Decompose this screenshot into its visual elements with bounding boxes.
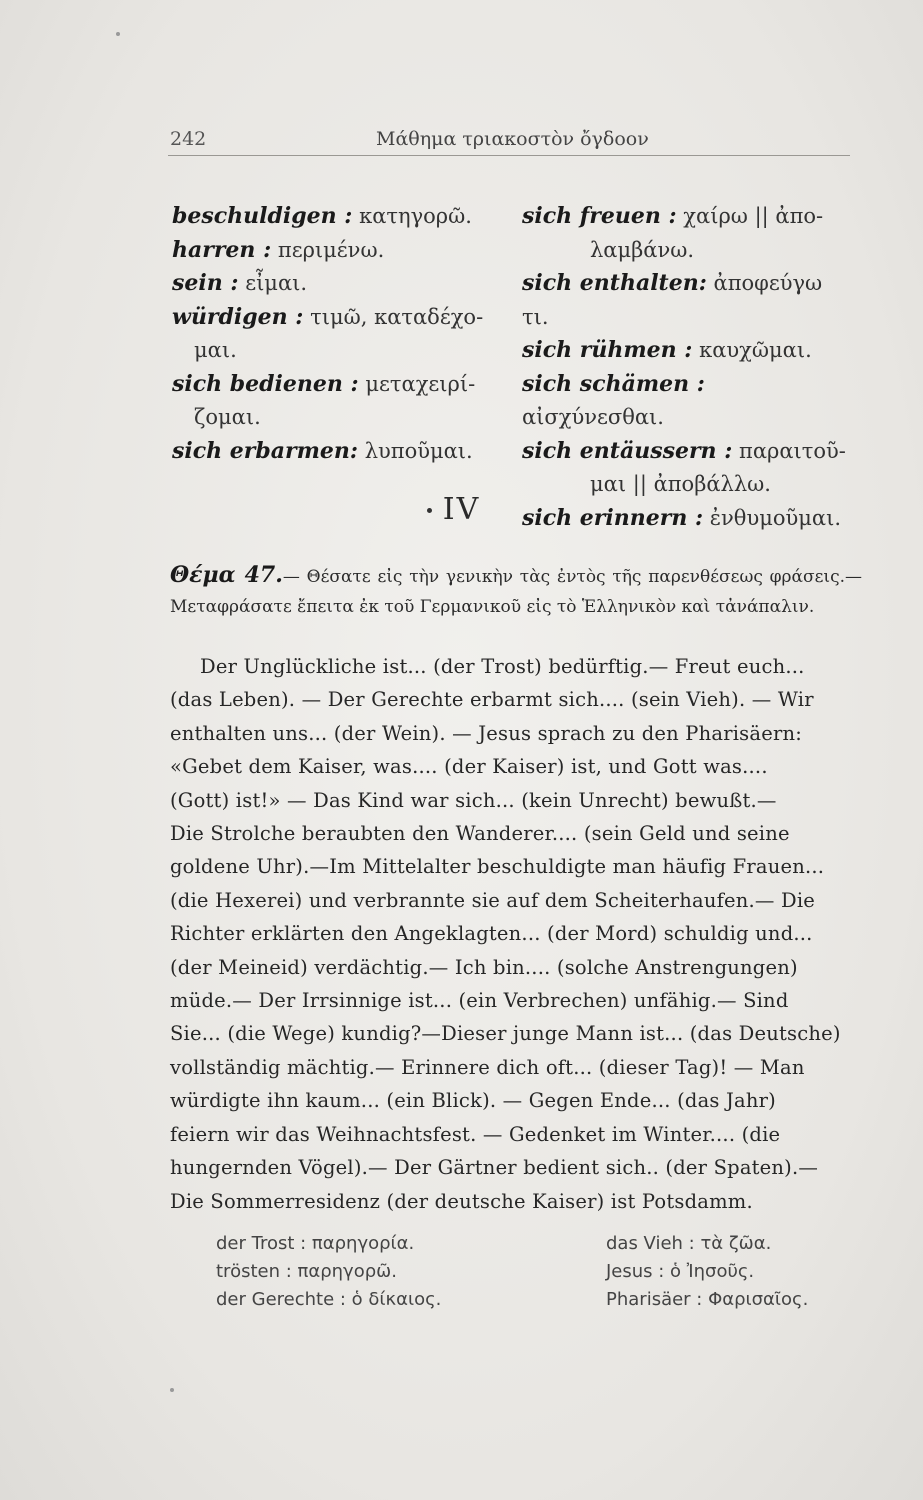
vocab-greek: λαμβάνω. — [590, 237, 695, 262]
vocab-greek: ζομαι. — [194, 405, 261, 429]
text-line: Sie... (die Wege) kundig?—Dieser junge Mann ist... (das Deutsche) — [170, 1022, 841, 1046]
running-title: Μάθημα τριακοστὸν ὄγδοον — [376, 128, 649, 150]
vocab-greek: κατηγορῶ. — [352, 204, 472, 228]
text-line: (Gott) ist!» — Das Kind war sich... (kein Unrecht) bewußt.— — [170, 788, 777, 812]
vocab-german: sich enthalten: — [522, 270, 707, 296]
text-line: Richter erklärten den Angeklagten... (der Mord) schuldig und... — [170, 922, 813, 946]
vocab-greek: ἐνθυμοῦμαι. — [703, 505, 842, 530]
vocab-greek: μαι. — [194, 338, 237, 362]
vocab-german: beschuldigen : — [172, 203, 353, 229]
glossary — [216, 1230, 856, 1314]
text-line: Die Sommerresidenz (der deutsche Kaiser) ist Potsdamm. — [170, 1189, 753, 1213]
paper-speck — [116, 32, 120, 36]
vocab-entry — [172, 234, 517, 268]
vocab-german: würdigen : — [172, 303, 304, 330]
vocab-german: sein : — [172, 270, 239, 296]
vocab-entry — [172, 200, 517, 234]
vocab-entry — [172, 401, 517, 435]
text-line: würdigte ihn kaum... (ein Blick). — Gegen Ende... (das Jahr) — [170, 1089, 776, 1113]
vocab-entry — [172, 368, 517, 402]
glossary-entry: der Trost : παρηγορία. — [216, 1233, 415, 1254]
header-rule — [168, 155, 850, 156]
vocab-entry — [522, 334, 852, 368]
vocab-german: sich erinnern : — [522, 504, 704, 531]
text-line: «Gebet dem Kaiser, was.... (der Kaiser) ist, und Gott was.... — [170, 755, 768, 779]
vocab-greek: παραιτοῦ- — [732, 438, 846, 463]
vocab-entry — [522, 267, 852, 334]
vocab-entry — [522, 368, 852, 435]
glossary-entry: der Gerechte : ὁ δίκαιος. — [216, 1289, 442, 1310]
text-line: (der Meineid) verdächtig.— Ich bin.... (solche Anstrengungen) — [170, 955, 798, 979]
section-numeral: IV — [442, 492, 481, 527]
exercise-instruction — [170, 560, 862, 622]
vocab-entry — [522, 435, 852, 469]
glossary-entry: Jesus : ὁ Ἰησοῦς. — [606, 1261, 755, 1282]
vocab-german: sich entäussern : — [522, 437, 733, 464]
vocab-greek: περιμένω. — [271, 237, 385, 262]
vocab-entry — [172, 301, 517, 335]
glossary-entry: Pharisäer : Φαρισαῖος. — [606, 1289, 809, 1310]
text-line: (die Hexerei) und verbrannte sie auf dem Scheiterhaufen.— Die — [170, 888, 816, 912]
text-line: müde.— Der Irrsinnige ist... (ein Verbrechen) unfähig.— Sind — [170, 989, 789, 1013]
paper-speck — [170, 1388, 174, 1392]
vocabulary-column-left — [172, 200, 517, 535]
text-line: enthalten uns... (der Wein). — Jesus sprach zu den Pharisäern: — [170, 721, 802, 745]
text-line: vollständig mächtig.— Erinnere dich oft... (dieser Tag)! — Man — [170, 1055, 805, 1079]
vocab-german: sich erbarmen: — [172, 437, 359, 464]
vocab-german: sich bedienen : — [172, 370, 359, 397]
vocab-greek: λυποῦμαι. — [358, 438, 473, 463]
glossary-column-right — [606, 1230, 856, 1314]
vocabulary-column-right — [522, 200, 852, 535]
vocab-greek: καυχῶμαι. — [692, 338, 812, 362]
vocab-entry — [172, 267, 517, 301]
vocab-greek: τιμῶ, καταδέχο- — [303, 304, 484, 329]
vocab-greek: εἶμαι. — [238, 271, 308, 295]
vocabulary-list — [172, 200, 852, 535]
vocab-greek: χαίρω || ἀπο- — [676, 204, 824, 228]
vocab-german: sich freuen : — [522, 203, 677, 229]
vocab-greek: ἀποφεύγω τι. — [522, 271, 823, 329]
text-line: feiern wir das Weihnachtsfest. — Gedenket im Winter.... (die — [170, 1122, 781, 1146]
vocab-greek: μεταχειρί- — [358, 371, 476, 396]
exercise-instruction-text: — Θέσατε εἰς τὴν γενικὴν τὰς ἐντὸς τῆς παρενθέσεως φράσεις.— Μεταφράσατε ἔπειτα ἐκ τοῦ Γερμανικοῦ εἰς τὸ Ἑλληνικὸν καὶ τἀνάπαλιν. — [170, 567, 862, 617]
exercise-label: Θέμα 47. — [170, 562, 283, 588]
glossary-column-left — [216, 1230, 536, 1314]
glossary-entry: trösten : παρηγορῶ. — [216, 1261, 397, 1282]
text-line: hungernden Vögel).— Der Gärtner bedient sich.. (der Spaten).— — [170, 1156, 819, 1180]
text-line: Die Strolche beraubten den Wanderer.... (sein Geld und seine — [170, 822, 790, 846]
vocab-entry — [522, 200, 852, 234]
vocab-entry — [172, 435, 517, 469]
page-number: 242 — [170, 128, 207, 150]
vocab-greek: αἰσχύνεσθαι. — [522, 405, 664, 429]
glossary-entry: das Vieh : τὰ ζῶα. — [606, 1233, 772, 1254]
vocab-german: sich schämen : — [522, 370, 705, 397]
vocab-german: harren : — [172, 236, 272, 263]
vocab-greek: μαι || ἀποβάλλω. — [590, 472, 771, 496]
text-line: goldene Uhr).—Im Mittelalter beschuldigte man häufig Frauen... — [170, 855, 825, 879]
vocab-german: sich rühmen : — [522, 337, 693, 363]
vocab-entry — [172, 334, 517, 368]
vocab-entry — [522, 234, 852, 268]
text-line: Der Unglückliche ist... (der Trost) bedürftig.— Freut euch... — [200, 655, 805, 678]
text-line: (das Leben). — Der Gerechte erbarmt sich.... (sein Vieh). — Wir — [170, 688, 814, 712]
german-exercise-text — [170, 650, 862, 1218]
